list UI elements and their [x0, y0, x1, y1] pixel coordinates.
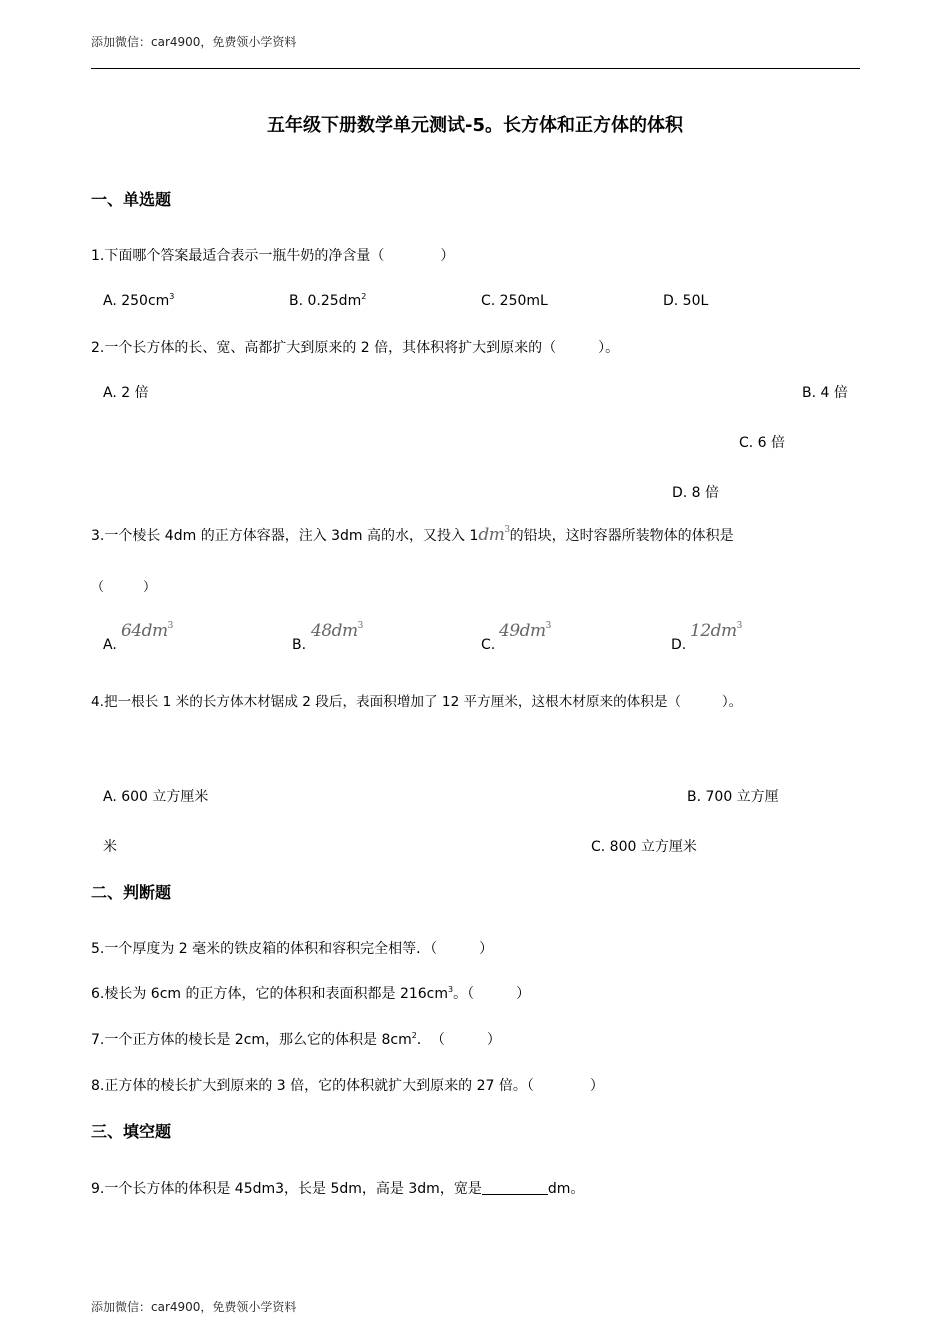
question-2-text: 2.一个长方体的长、宽、高都扩大到原来的 2 倍，其体积将扩大到原来的（ ）。 [91, 340, 620, 356]
page-footer: 添加微信：car4900，免费领小学资料 [91, 1300, 297, 1314]
question-4-option-a: A. 600 立方厘米 [103, 789, 209, 805]
question-1-option-a: A. $250cm^3$ [103, 292, 175, 309]
question-4-option-b: B. 700 立方厘 [687, 789, 779, 805]
page-title: 五年级下册数学单元测试-5。长方体和正方体的体积 [267, 115, 683, 136]
section-heading-true-false: 二、判断题 [91, 883, 172, 902]
question-2-option-b: B. 4 倍 [802, 385, 848, 401]
question-1-option-c: C. 250mL [481, 293, 548, 309]
question-4-option-b-continued: 米 [103, 839, 117, 855]
question-3-option-c-label: C. [481, 637, 496, 653]
question-3-option-b-label: B. [292, 637, 307, 653]
question-3-option-d-label: D. [671, 637, 687, 653]
question-3-option-b-value: $48dm^3$ [311, 621, 363, 641]
question-3-option-a-value: $64dm^3$ [121, 621, 173, 641]
question-4-text: 4.把一根长 1 米的长方体木材锯成 2 段后，表面积增加了 12 平方厘米，这根木材原来的体积是（ ）。 [91, 694, 743, 710]
page-header: 添加微信：car4900，免费领小学资料 [91, 35, 297, 49]
question-8-text: 8.正方体的棱长扩大到原来的 3 倍，它的体积就扩大到原来的 27 倍。（ ） [91, 1078, 604, 1094]
question-3-text: 3.一个棱长 4dm 的正方体容器，注入 3dm 高的水，又投入 $1dm^3$的铅块，这时容器所装物体的体积是 [91, 525, 734, 545]
section-heading-single-choice: 一、单选题 [91, 190, 172, 209]
question-1-option-d: D. 50L [663, 293, 709, 309]
question-3-option-d-value: $12dm^3$ [690, 621, 742, 641]
question-1-text: 1.下面哪个答案最适合表示一瓶牛奶的净含量（ ） [91, 248, 455, 264]
question-2-option-c: C. 6 倍 [739, 435, 786, 451]
question-1-option-b: B. $0.25dm^2$ [289, 292, 367, 309]
question-9-answer-blank[interactable] [482, 1182, 548, 1195]
question-6-text: 6.棱长为 6cm 的正方体，它的体积和表面积都是 $216cm^3$。（ ） [91, 985, 531, 1002]
question-4-option-c: C. 800 立方厘米 [591, 839, 697, 855]
question-3-unit-image: $dm^3$ [478, 525, 510, 545]
question-3-option-c-value: $49dm^3$ [499, 621, 551, 641]
question-3-option-a-label: A. [103, 637, 117, 653]
question-7-text: 7.一个正方体的棱长是 2cm，那么它的体积是 $8cm^2$． （ ） [91, 1031, 501, 1048]
question-2-option-a: A. 2 倍 [103, 385, 149, 401]
header-divider [91, 68, 860, 69]
section-heading-fill-blank: 三、填空题 [91, 1122, 172, 1141]
question-3-text-continued: （ ） [91, 580, 157, 595]
question-9-text: 9.一个长方体的体积是 45dm3，长是 5dm，高是 3dm，宽是 dm。 [91, 1181, 585, 1197]
question-5-text: 5.一个厚度为 2 毫米的铁皮箱的体积和容积完全相等．（ ） [91, 941, 494, 957]
question-2-option-d: D. 8 倍 [672, 485, 720, 501]
